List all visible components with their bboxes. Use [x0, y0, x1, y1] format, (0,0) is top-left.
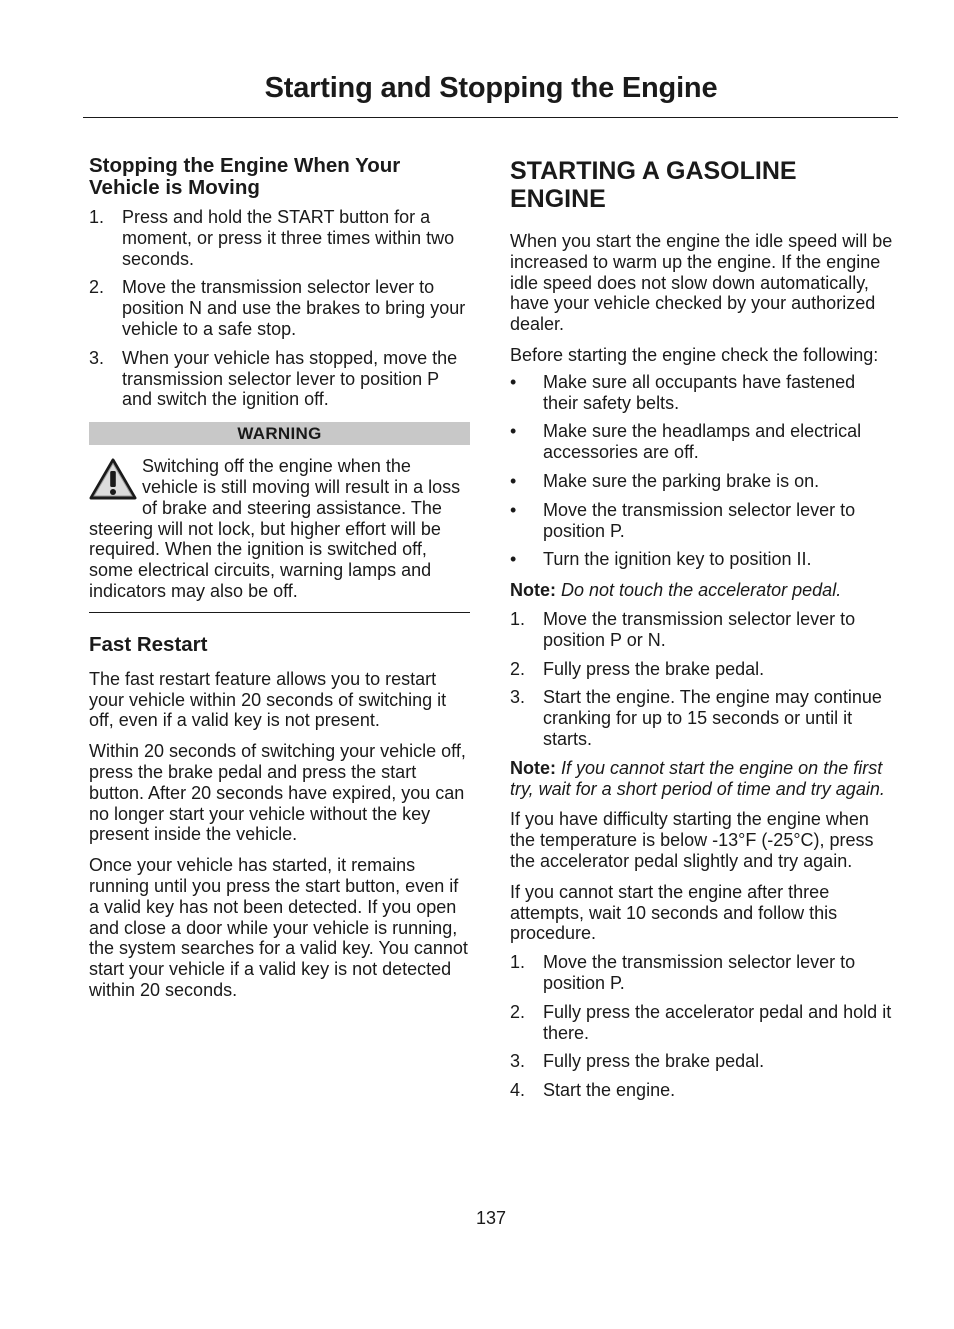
note: [510, 580, 894, 601]
step-text: Start the engine.: [543, 1080, 676, 1101]
start-steps: [510, 609, 894, 750]
paragraph: Within 20 seconds of switching your vehicle off, press the brake pedal and press the start button. After 20 seconds have expired, you can no longer start your vehicle without the key present inside the vehicle.: [89, 741, 466, 845]
list-item: [510, 952, 894, 994]
step-number: 1.: [510, 952, 526, 973]
left-column: [89, 152, 470, 1001]
warning-box: [89, 456, 470, 602]
warning-header: WARNING: [89, 422, 470, 445]
step-number: 3.: [510, 1051, 526, 1072]
step-text: Fully press the brake pedal.: [543, 1051, 765, 1072]
step-number: 4.: [510, 1080, 526, 1101]
item-text: Make sure the headlamps and electrical accessories are off.: [543, 421, 862, 463]
item-text: Move the transmission selector lever to position P.: [543, 499, 856, 541]
step-text: Move the transmission selector lever to position P.: [543, 952, 856, 993]
list-item: [89, 207, 470, 269]
step-text: Press and hold the START button for a moment, or press it three times within two seconds.: [122, 207, 455, 269]
paragraph: If you have difficulty starting the engine when the temperature is below -13°F (-25°C), press the accelerator pedal slightly and try again.: [510, 809, 874, 871]
page-number: 137: [475, 1208, 507, 1228]
warning-triangle-icon: [88, 457, 138, 501]
step-text: Start the engine. The engine may continue cranking for up to 15 seconds or until it starts.: [543, 687, 882, 749]
list-item: [89, 277, 470, 339]
bullet: •: [510, 421, 517, 442]
paragraph: When you start the engine the idle speed will be increased to warm up the engine. If the engine idle speed does not slow down automatically, have your vehicle checked by your authorized dealer.: [510, 231, 893, 335]
step-text: Move the transmission selector lever to position N and use the brakes to bring your vehicle to a safe stop.: [122, 277, 466, 339]
paragraph: Before starting the engine check the following:: [510, 344, 879, 365]
list-item: [510, 687, 894, 749]
page-title: Starting and Stopping the Engine: [264, 72, 718, 104]
list-item: [510, 372, 894, 414]
section-heading: STARTING A GASOLINE ENGINE: [510, 157, 797, 213]
list-item: [89, 348, 470, 410]
stopping-steps: [89, 207, 470, 410]
bullet: •: [510, 549, 517, 570]
step-number: 1.: [89, 207, 105, 227]
warning-divider: [89, 612, 470, 613]
note-text: If you cannot start the engine on the first try, wait for a short period of time and try again.: [510, 757, 885, 799]
item-text: Turn the ignition key to position II.: [543, 549, 812, 570]
list-item: [510, 609, 894, 651]
step-number: 2.: [510, 1001, 526, 1022]
list-item: [510, 471, 894, 492]
step-text: Move the transmission selector lever to position P or N.: [543, 608, 856, 650]
step-number: 3.: [510, 687, 526, 708]
list-item: [510, 549, 894, 570]
step-number: 2.: [89, 277, 105, 298]
item-text: Make sure the parking brake is on.: [543, 470, 820, 491]
step-text: When your vehicle has stopped, move the transmission selector lever to position P and switch the ignition off.: [122, 347, 458, 410]
title-divider: [83, 117, 898, 118]
step-text: Fully press the accelerator pedal and hold it there.: [543, 1001, 892, 1043]
note-label: Note:: [510, 757, 556, 778]
checklist: [510, 372, 894, 570]
paragraph: If you cannot start the engine after three attempts, wait 10 seconds and follow this procedure.: [510, 881, 838, 944]
list-item: [510, 1002, 894, 1044]
paragraph: Once your vehicle has started, it remains running until you press the start button, even if a valid key has not been detected. If you open and close a door while your vehicle is running, the system searches for a valid key. You cannot start your vehicle if a valid key is not detected within 20 seconds.: [89, 855, 468, 1000]
stopping-heading: Stopping the Engine When Your Vehicle is Moving: [89, 154, 401, 199]
note-label: Note:: [510, 580, 556, 601]
warning-text: Switching off the engine when the vehicle is still moving will result in a loss of brake and steering assistance. The steering will not lock, but higher effort will be required. When the ignition is switched off, some electrical circuits, warning lamps and indicators may also be off.: [89, 456, 461, 601]
note-text: Do not touch the accelerator pedal.: [561, 580, 842, 601]
bullet: •: [510, 470, 517, 491]
note: [510, 758, 894, 800]
retry-steps: [510, 952, 894, 1101]
bullet: •: [510, 371, 517, 392]
item-text: Make sure all occupants have fastened their safety belts.: [543, 371, 856, 413]
bullet: •: [510, 499, 517, 520]
list-item: [510, 1080, 894, 1101]
step-number: 3.: [89, 347, 105, 368]
step-number: 2.: [510, 658, 526, 679]
list-item: [510, 500, 894, 542]
paragraph: The fast restart feature allows you to restart your vehicle within 20 seconds of switching it off, even if a valid key is not present.: [89, 668, 447, 731]
list-item: [510, 659, 894, 680]
step-number: 1.: [510, 608, 526, 629]
step-text: Fully press the brake pedal.: [543, 658, 765, 679]
list-item: [510, 421, 894, 463]
right-column: [510, 152, 894, 1101]
list-item: [510, 1051, 894, 1072]
fast-restart-heading: Fast Restart: [89, 632, 208, 656]
